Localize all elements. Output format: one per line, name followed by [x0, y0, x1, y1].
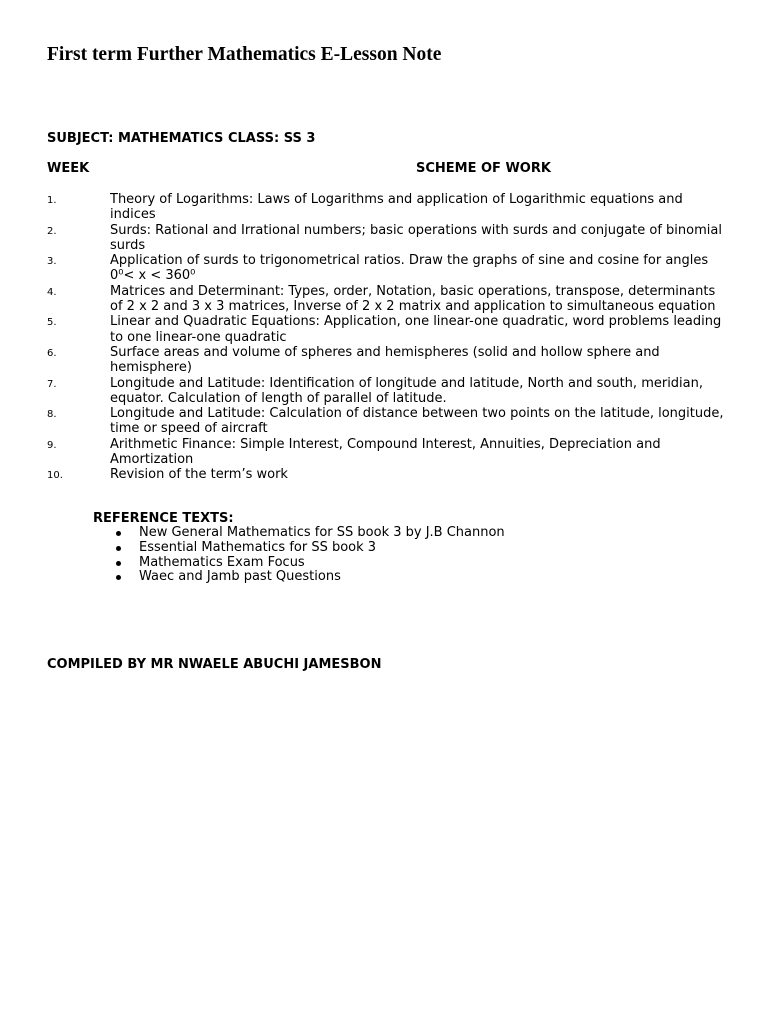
- reference-item: [113, 556, 505, 571]
- week-topic: Arithmetic Finance: Simple Interest, Compound Interest, Annuities, Depreciation and Amortization: [110, 436, 661, 468]
- compiled-by-line: COMPILED BY MR NWAELE ABUCHI JAMESBON: [47, 657, 382, 672]
- week-number: 5.: [47, 317, 57, 329]
- week-number: 10.: [47, 470, 63, 482]
- week-row: [47, 253, 727, 284]
- week-number: 2.: [47, 225, 57, 237]
- reference-item: [113, 570, 505, 585]
- reference-item: [113, 541, 505, 556]
- week-number: 4.: [47, 286, 57, 298]
- reference-text: Essential Mathematics for SS book 3: [139, 539, 377, 555]
- week-topic: Theory of Logarithms: Laws of Logarithms and application of Logarithmic equations and indices: [110, 192, 683, 223]
- week-number: 9.: [47, 439, 57, 451]
- scheme-of-work-list: [47, 192, 727, 483]
- week-topic: Application of surds to trigonometrical ratios. Draw the graphs of sine and cosine for angles 0⁰< x < 360⁰: [110, 253, 709, 284]
- reference-text: New General Mathematics for SS book 3 by J.B Channon: [139, 525, 505, 540]
- bullet-icon: [116, 531, 121, 536]
- week-topic: Surds: Rational and Irrational numbers; basic operations with surds and conjugate of binomial surds: [110, 222, 722, 253]
- scheme-of-work-header: SCHEME OF WORK: [416, 161, 551, 176]
- week-number: 3.: [47, 256, 57, 268]
- week-row: [47, 467, 727, 482]
- week-row: [47, 192, 727, 223]
- subject-line: SUBJECT: MATHEMATICS CLASS: SS 3: [47, 131, 316, 146]
- week-topic: Longitude and Latitude: Calculation of distance between two points on the latitude, longitude, time or speed of aircraft: [110, 406, 724, 437]
- week-topic: Longitude and Latitude: Identification of longitude and latitude, North and south, meridian, equator. Calculation of length of parallel of latitude.: [110, 375, 704, 406]
- week-topic: Surface areas and volume of spheres and hemispheres (solid and hollow sphere and hemisphere): [110, 344, 660, 376]
- document-title: First term Further Mathematics E-Lesson Note: [47, 44, 442, 65]
- week-number: 8.: [47, 409, 57, 421]
- week-column-header: WEEK: [47, 161, 90, 176]
- bullet-icon: [116, 546, 121, 551]
- week-topic: Revision of the term’s work: [110, 467, 288, 483]
- reference-texts-list: [113, 526, 505, 585]
- week-number: 1.: [47, 195, 57, 206]
- week-row: [47, 314, 727, 345]
- week-row: [47, 284, 727, 315]
- week-number: 7.: [47, 378, 57, 390]
- week-row: [47, 223, 727, 254]
- week-topic: Matrices and Determinant: Types, order, Notation, basic operations, transpose, determinants of 2 x 2 and 3 x 3 matrices, Inverse of 2 x 2 matrix and application to simultaneous equation: [110, 283, 716, 315]
- reference-texts-header: REFERENCE TEXTS:: [93, 511, 234, 526]
- bullet-icon: [116, 561, 121, 566]
- week-row: [47, 345, 727, 376]
- week-row: [47, 376, 727, 407]
- week-row: [47, 406, 727, 437]
- week-row: [47, 437, 727, 468]
- bullet-icon: [116, 575, 121, 580]
- week-number: 6.: [47, 347, 57, 359]
- reference-item: [113, 526, 505, 541]
- week-topic: Linear and Quadratic Equations: Application, one linear-one quadratic, word problems leading to one linear-one quadratic: [110, 314, 722, 345]
- reference-text: Waec and Jamb past Questions: [139, 569, 341, 585]
- reference-text: Mathematics Exam Focus: [139, 554, 305, 570]
